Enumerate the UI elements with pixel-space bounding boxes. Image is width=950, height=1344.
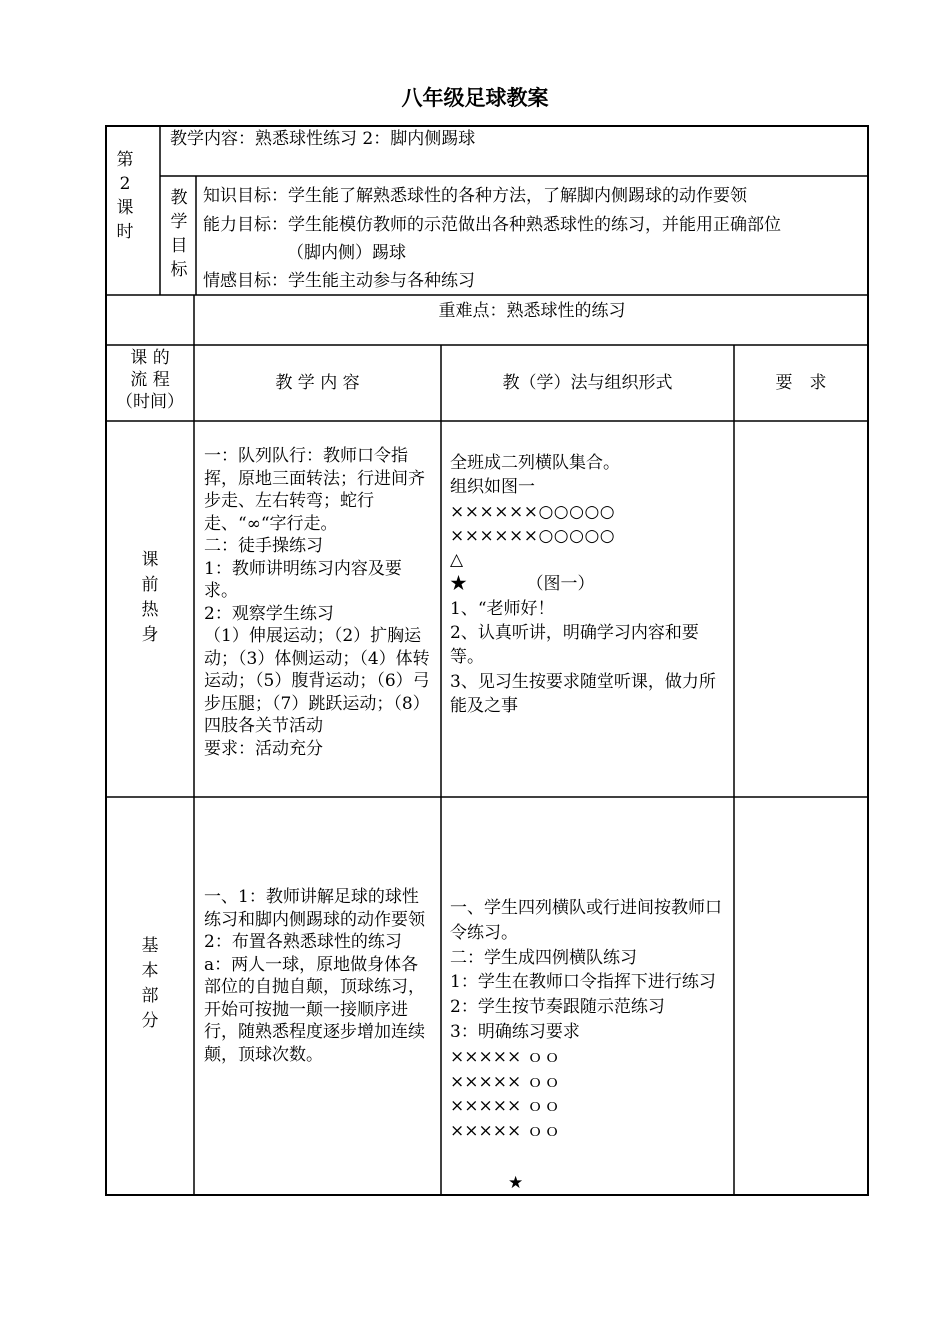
document-title: 八年级足球教案 xyxy=(401,86,549,110)
basic-label-char: 基 xyxy=(141,936,159,956)
teacher-marker: △ xyxy=(450,550,464,571)
basic-label xyxy=(106,934,194,1034)
warmup-label-char: 身 xyxy=(141,625,159,645)
goal-label-char: 标 xyxy=(170,260,188,280)
key-points: 重难点：熟悉球性的练习 xyxy=(438,301,626,321)
process-header-line: （时间） xyxy=(116,392,184,412)
process-header xyxy=(106,347,194,413)
content-header: 教 学 内 容 xyxy=(275,373,360,393)
method-header: 教（学）法与组织形式 xyxy=(502,373,673,393)
method-line: 组织如图一 xyxy=(450,477,535,498)
teaching-content: 教学内容：熟悉球性练习 2：脚内侧踢球 xyxy=(170,129,476,149)
basic-label-char: 分 xyxy=(141,1011,159,1031)
basic-content: 一、1：教师讲解足球的球性练习和脚内侧踢球的动作要领 2：布置各熟悉球性的练习 a：两人一球，原地做身体各部位的自抛自颠，顶球练习，开始可按抛一颠一接顺序进行，随熟悉程度逐步增加连续颠，顶球次数。 xyxy=(204,887,425,1065)
warmup-label-char: 课 xyxy=(141,550,159,570)
method-line: 2、认真听讲，明确学习内容和要等。 xyxy=(450,623,699,668)
formation-row: ××××××○○○○○ xyxy=(450,525,616,546)
knowledge-goal: 知识目标：学生能了解熟悉球性的各种方法，了解脚内侧踢球的动作要领 xyxy=(203,186,747,206)
goal-label-char: 学 xyxy=(170,212,188,232)
lesson-number-char: 2 xyxy=(119,174,131,194)
warmup-method xyxy=(450,451,730,718)
warmup-label-char: 前 xyxy=(141,575,159,595)
basic-method: 一、学生四列横队或行进间按教师口令练习。 二：学生成四例横队练习 1：学生在教师口令指挥下进行练习 2：学生按节奏跟随示范练习 3：明确练习要求 ××××× ｏｏ ××××× ｏｏ ××××× ｏｏ ××××× ｏｏ xyxy=(450,898,722,1142)
method-line: 全班成二列横队集合。 xyxy=(450,453,620,473)
formation-row: ××××××○○○○○ xyxy=(450,501,616,522)
method-line: 1、“老师好！ xyxy=(450,598,555,619)
lesson-number-char: 时 xyxy=(116,222,134,242)
emotion-goal: 情感目标：学生能主动参与各种练习 xyxy=(203,271,475,291)
process-header-line: 课 的 xyxy=(130,348,170,368)
method-line: 3、见习生按要求随堂听课，做力所能及之事 xyxy=(450,671,716,716)
ability-goal-line2: （脚内侧）踢球 xyxy=(287,243,406,263)
warmup-content: 一：队列队行：教师口令指挥，原地三面转法；行进间齐步走、左右转弯；蛇行走、“∞“字行走。 二：徒手操练习 1：教师讲明练习内容及要求。 2：观察学生练习 （1）伸展运动；（2）扩胸运动；（3）体侧运动；（4）体转运动；（5）腹背运动；（6）弓步压腿；（7）跳跃运动；（8）四肢各关节活动 要求：活动充分 xyxy=(204,446,430,759)
ability-goal-line1: 能力目标：学生能模仿教师的示范做出各种熟悉球性的练习，并能用正确部位 xyxy=(203,215,781,235)
process-header-line: 流 程 xyxy=(130,370,170,390)
warmup-label-char: 热 xyxy=(141,600,159,620)
figure-caption: ★ （图一） xyxy=(450,574,595,595)
lesson-number-char: 第 xyxy=(116,150,134,170)
basic-label-char: 部 xyxy=(141,986,159,1006)
requirement-header: 要 求 xyxy=(775,373,827,393)
warmup-label xyxy=(106,548,194,648)
goal-label-char: 目 xyxy=(170,236,188,256)
goal-label-char: 教 xyxy=(170,188,188,208)
teaching-goals-label xyxy=(162,186,196,282)
lesson-number xyxy=(108,148,142,244)
teacher-star: ★ xyxy=(508,1173,524,1193)
basic-label-char: 本 xyxy=(141,961,159,981)
lesson-number-char: 课 xyxy=(116,198,134,218)
